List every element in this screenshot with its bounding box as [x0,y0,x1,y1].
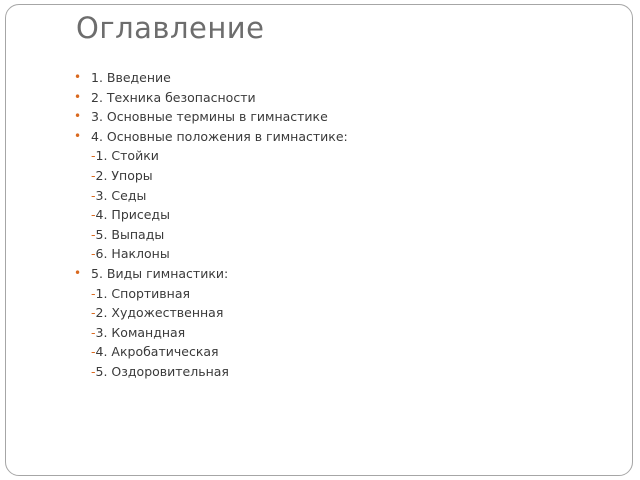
sub-list-item [74,362,348,382]
bullet-icon: • [74,109,82,124]
list-item-label: 4. Акробатическая [95,344,219,360]
list-item [74,68,348,88]
list-item-label: 2. Упоры [95,167,153,183]
list-item-label: 3. Командная [95,324,186,340]
sub-list-item [74,186,348,206]
sub-list-item [74,146,348,166]
dash-marker: - [91,305,96,321]
list-item [74,88,348,108]
list-item-label: 2. Художественная [95,305,224,321]
list-item [74,264,348,284]
sub-list-item [74,205,348,225]
bullet-icon: • [74,128,82,143]
dash-marker: - [91,285,96,301]
list-item-label: 2. Техника безопасности [91,89,256,105]
list-item-label: 5. Выпады [95,226,165,242]
dash-marker: - [91,324,96,340]
sub-list-item [74,166,348,186]
list-item-label: 3. Основные термины в гимнастике [91,109,328,125]
list-item-label: 5. Оздоровительная [95,363,229,379]
sub-list-item [74,244,348,264]
table-of-contents-list [74,68,348,382]
bullet-icon: • [74,70,82,84]
bullet-icon: • [74,89,82,104]
list-item [74,127,348,147]
sub-list-item [74,323,348,343]
dash-marker: - [91,246,96,262]
list-item-label: 1. Спортивная [95,285,191,301]
dash-marker: - [91,207,96,223]
list-item [74,107,348,127]
list-item-label: 1. Стойки [95,148,159,164]
dash-marker: - [91,363,96,379]
dash-marker: - [91,187,96,203]
sub-list-item [74,303,348,323]
dash-marker: - [91,167,96,183]
sub-list-item [74,225,348,245]
dash-marker: - [91,226,96,242]
dash-marker: - [91,148,96,164]
slide-title: Оглавление [76,11,265,45]
list-item-label: 5. Виды гимнастики: [91,265,229,281]
list-item-label: 3. Седы [95,187,147,203]
sub-list-item [74,284,348,304]
bullet-icon: • [74,265,82,280]
list-item-label: 4. Основные положения в гимнастике: [91,128,348,144]
list-item-label: 1. Введение [91,70,171,85]
slide [5,4,633,476]
sub-list-item [74,342,348,362]
list-item-label: 6. Наклоны [95,246,170,262]
list-item-label: 4. Приседы [95,207,170,223]
dash-marker: - [91,344,96,360]
